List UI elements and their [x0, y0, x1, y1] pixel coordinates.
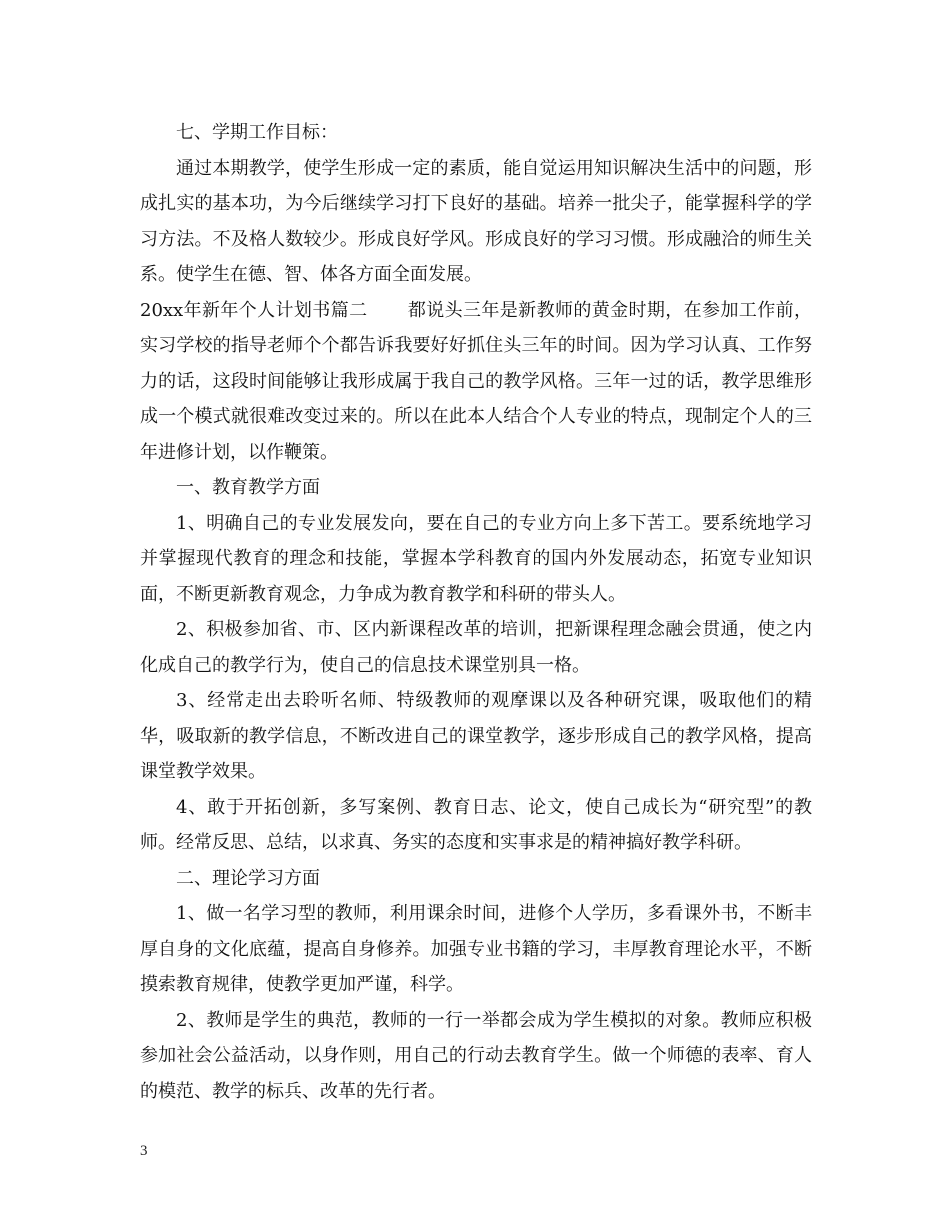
paragraph-teaching-3: 3、经常走出去聆听名师、特级教师的观摩课以及各种研究课，吸取他们的精华，吸取新的教学信息，不断改进自己的课堂教学，逐步形成自己的教学风格，提高课堂教学效果。: [140, 690, 812, 782]
document-body: [140, 115, 812, 1109]
paragraph-goals: 通过本期教学，使学生形成一定的素质，能自觉运用知识解决生活中的问题，形成扎实的基本功，为今后继续学习打下良好的基础。培养一批尖子，能掌握科学的学习方法。不及格人数较少。形成良好学风。形成良好的学习习惯。形成融洽的师生关系。使学生在德、智、体各方面全面发展。: [140, 157, 812, 285]
page-number: 3: [140, 1143, 148, 1159]
paragraph-plan-intro: [140, 293, 812, 471]
plan-title: 20xx年新年个人计划书篇二: [140, 299, 368, 321]
paragraph-teaching-1: 1、明确自己的专业发展发向，要在自己的专业方向上多下苦工。要系统地学习并掌握现代教育的理念和技能，掌握本学科教育的国内外发展动态，拓宽专业知识面，不断更新教育观念，力争成为教育教学和科研的带头人。: [140, 512, 812, 605]
plan-intro-text: 都说头三年是新教师的黄金时期，在参加工作前，实习学校的指导老师个个都告诉我要好好抓住头三年的时间。因为学习认真、工作努力的话，这段时间能够让我形成属于我自己的教学风格。三年一过的话，教学思维形成一个模式就很难改变过来的。所以在此本人结合个人专业的特点，现制定个人的三年进修计划，以作鞭策。: [140, 299, 812, 463]
paragraph-teaching-2: 2、积极参加省、市、区内新课程改革的培训，把新课程理念融会贯通，使之内化成自己的教学行为，使自己的信息技术课堂别具一格。: [140, 619, 812, 676]
paragraph-theory-1: 1、做一名学习型的教师，利用课余时间，进修个人学历，多看课外书，不断丰厚自身的文化底蕴，提高自身修养。加强专业书籍的学习，丰厚教育理论水平，不断摸索教育规律，使教学更加严谨，科学。: [140, 903, 812, 995]
section-heading-theory: 二、理论学习方面: [176, 867, 320, 889]
paragraph-teaching-4: 4、敢于开拓创新，多写案例、教育日志、论文，使自己成长为“研究型”的教师。经常反思、总结，以求真、务实的态度和实事求是的精神搞好教学科研。: [140, 796, 812, 853]
section-heading-goals: 七、学期工作目标：: [176, 122, 338, 143]
section-heading-teaching: 一、教育教学方面: [176, 477, 320, 498]
paragraph-theory-2: 2、教师是学生的典范，教师的一行一举都会成为学生模拟的对象。教师应积极参加社会公益活动，以身作则，用自己的行动去教育学生。做一个师德的表率、育人的模范、教学的标兵、改革的先行者。: [140, 1009, 812, 1102]
